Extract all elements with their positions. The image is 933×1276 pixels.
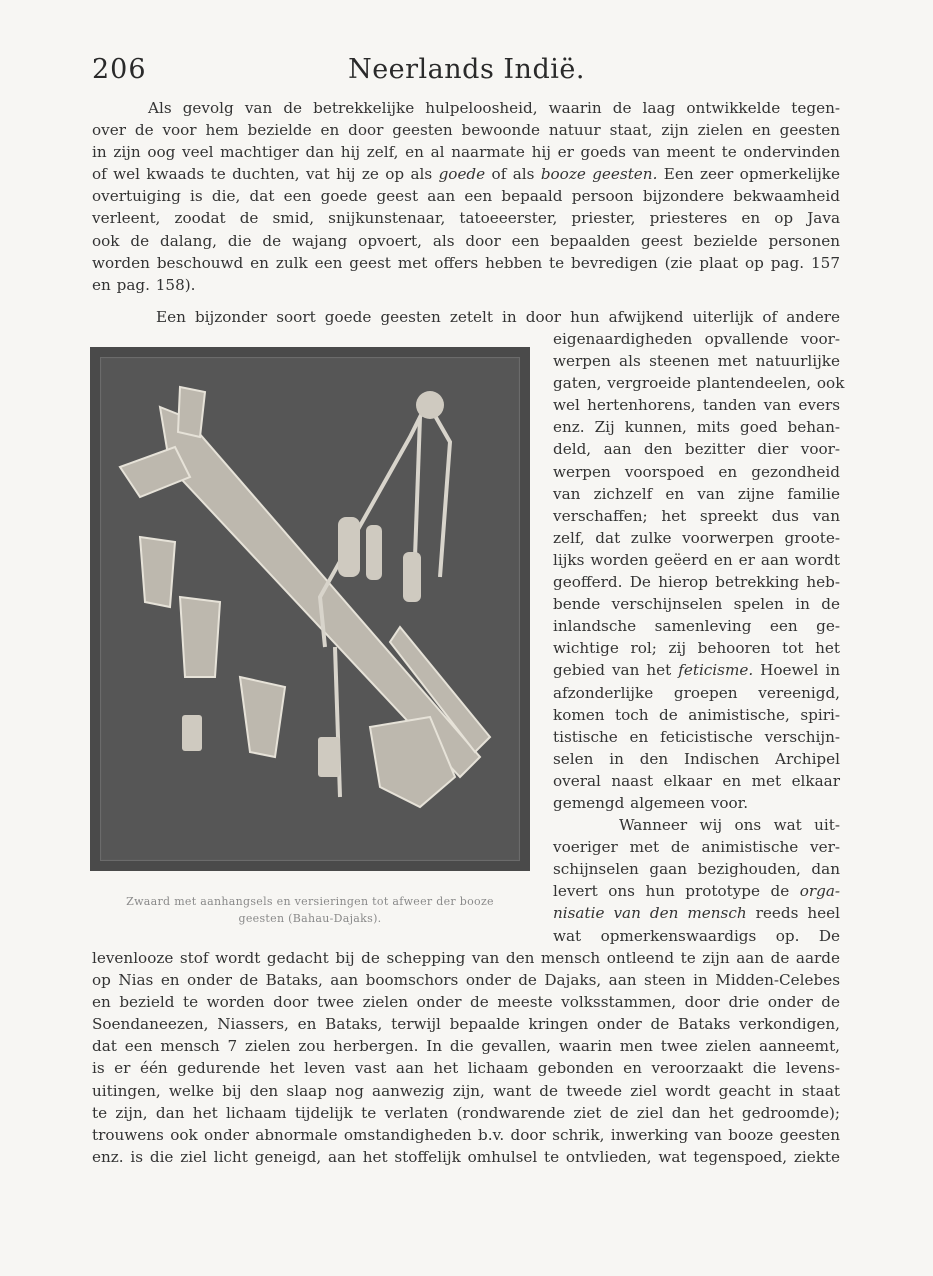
text-line: lijks worden geëerd en er aan wordt — [553, 550, 840, 569]
sword-photograph — [90, 347, 530, 871]
text-fragment: reeds heel — [746, 904, 840, 923]
sword-illustration — [90, 347, 530, 871]
text-line: en pag. 158). — [92, 275, 196, 294]
text-line: verschaffen; het spreekt dus van — [553, 506, 840, 525]
text-line — [553, 659, 840, 681]
text-line: worden beschouwd en zulk een geest met offers hebben te bevredigen (zie plaat op pag. 157 — [92, 253, 840, 272]
text-line: komen toch de animistische, spiri- — [553, 705, 840, 724]
text-line: schijnselen gaan bezighouden, dan — [553, 860, 840, 879]
text-fragment: of wel kwaads te duchten, vat hij ze op als — [92, 165, 433, 184]
text-line: tistische en feticistische verschijn- — [553, 727, 840, 746]
text-line: uitingen, welke bij den slaap nog aanwezig zijn, want de tweede ziel wordt geacht in staat — [92, 1081, 840, 1100]
text-line: van zichzelf en van zijne familie — [553, 484, 840, 503]
text-fragment: levert ons hun prototype de — [553, 882, 800, 901]
caption-line: geesten (Bahau-Dajaks). — [238, 912, 382, 925]
text-line: trouwens ook onder abnormale omstandigheden b.v. door schrik, inwerking van booze geesten — [92, 1125, 840, 1144]
text-line: zelf, dat zulke voorwerpen groote- — [553, 528, 840, 547]
text-line: selen in den Indischen Archipel — [553, 749, 840, 768]
text-line: wel hertenhorens, tanden van evers — [553, 396, 840, 415]
text-line: gemengd algemeen voor. — [553, 793, 749, 812]
paragraph-1 — [92, 97, 840, 296]
paragraph-2-first-line — [92, 306, 840, 328]
text-line: inlandsche samenleving een ge- — [553, 617, 840, 636]
side-column — [553, 328, 845, 947]
text-line: eigenaardigheden opvallende voor- — [553, 330, 840, 348]
caption-line: Zwaard met aanhangsels en versieringen tot afweer der booze — [126, 895, 494, 908]
text-line: afzonderlijke groepen vereenigd, — [553, 683, 840, 702]
text-line: levenlooze stof wordt gedacht bij de schepping van den mensch ontleend te zijn aan de aarde — [92, 949, 840, 967]
italic-term: orga- — [799, 882, 840, 901]
text-line — [553, 880, 840, 902]
text-line: gaten, vergroeide plantendeelen, ook — [553, 374, 845, 393]
italic-term: booze geesten. — [540, 165, 658, 184]
text-line: werpen voorspoed en gezondheid — [553, 462, 840, 481]
text-line: Een bijzonder soort goede geesten zetelt in door hun afwijkend uiterlijk of andere — [156, 308, 840, 326]
text-line: werpen als steenen met natuurlijke — [553, 352, 840, 371]
italic-term: goede — [438, 165, 486, 184]
text-line: is er één gedurende het leven vast aan het lichaam gebonden en veroorzaakt die levens- — [92, 1059, 840, 1078]
figure-caption — [92, 893, 528, 927]
text-line: overal naast elkaar en met elkaar — [553, 771, 840, 790]
text-line: op Nias en onder de Bataks, aan boomschors onder de Dajaks, aan steen in Midden-Celebes — [92, 971, 840, 990]
text-line: Wanneer wij ons wat uit- — [619, 816, 840, 835]
text-line — [92, 163, 840, 185]
text-line: bende verschijnselen spelen in de — [553, 595, 840, 614]
text-line: te zijn, dan het lichaam tijdelijk te verlaten (rondwarende ziet de ziel dan het gedroomde); — [92, 1103, 840, 1122]
italic-term: nisatie van den mensch — [553, 904, 747, 923]
text-line: en bezield te worden door twee zielen onder de meeste volksstammen, door drie onder de — [92, 993, 840, 1012]
text-fragment: of als — [485, 165, 541, 184]
running-title: Neerlands Indië. — [348, 54, 585, 85]
text-line: in zijn oog veel machtiger dan hij zelf, en al naarmate hij er goeds van meent te ondervinden — [92, 143, 840, 162]
text-line: Als gevolg van de betrekkelijke hulpeloosheid, waarin de laag ontwikkelde tegen- — [148, 99, 840, 117]
text-fragment: gebied van het — [553, 661, 679, 680]
text-line: ook de dalang, die de wajang opvoert, als door een bepaalden geest bezielde personen — [92, 231, 840, 250]
text-line: dat een mensch 7 zielen zou herbergen. In die gevallen, waarin men twee zielen aanneemt, — [92, 1037, 840, 1056]
paragraph-3-continuation — [92, 947, 840, 1168]
text-line: wat opmerkenswaardigs op. De — [553, 926, 840, 945]
text-line: voeriger met de animistische ver- — [553, 838, 840, 857]
text-line — [553, 902, 840, 924]
page-number: 206 — [92, 54, 147, 85]
text-line: overtuiging is die, dat een goede geest aan een bepaald persoon bijzondere bekwaamheid — [92, 187, 840, 206]
text-line: wichtige rol; zij behooren tot het — [553, 639, 840, 658]
text-line: geofferd. De hierop betrekking heb- — [553, 573, 840, 592]
text-line: enz. Zij kunnen, mits goed behan- — [553, 418, 840, 437]
text-fragment: Hoewel in — [753, 661, 841, 680]
text-line: Soendaneezen, Niassers, en Bataks, terwijl bepaalde kringen onder de Bataks verkondigen, — [92, 1015, 840, 1034]
text-line: verleent, zoodat de smid, snijkunstenaar, tatoeeerster, priester, priesteres en op Java — [92, 209, 840, 228]
italic-term: feticisme. — [678, 661, 754, 680]
text-fragment: Een zeer opmerkelijke — [663, 165, 840, 184]
text-line: enz. is die ziel licht geneigd, aan het stoffelijk omhulsel te ontvlieden, wat tegenspoed, ziekte — [92, 1147, 840, 1166]
text-line: deld, aan den bezitter dier voor- — [553, 440, 840, 459]
text-line: over de voor hem bezielde en door geesten bewoonde natuur staat, zijn zielen en geesten — [92, 121, 840, 140]
